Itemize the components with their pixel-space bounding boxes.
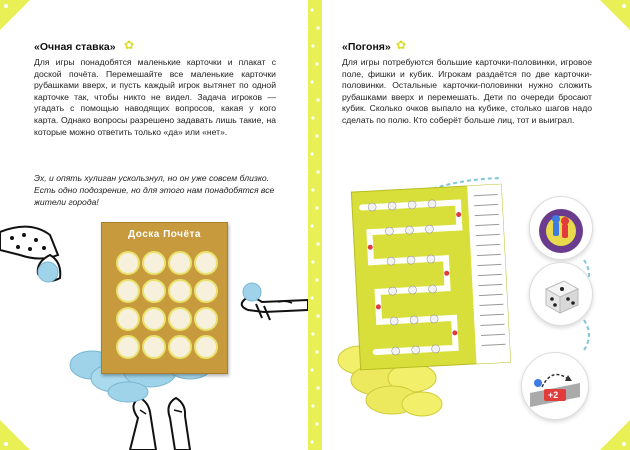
small-card xyxy=(38,262,58,282)
portrait xyxy=(194,279,218,303)
corner-bottom-left xyxy=(0,420,30,450)
corner-top-left xyxy=(0,0,30,30)
left-page-paragraph: Для игры понадобятся маленькие карточки и плакат с доской почёта. Перемешайте все маленькие карточки рубашками вверх, и пусть каждый игрок вытянет по одной карточке так, чтобы никто не видел. Задача игроков — угадать с помощью наводящих вопросов, какая у кого карта. Однако вопросы разрешено задавать лишь такие, на которые можно ответить только «да» или «нет». xyxy=(34,57,276,137)
tokens-circle xyxy=(529,196,593,260)
portrait xyxy=(116,335,140,359)
game-tokens-icon xyxy=(530,197,592,259)
portrait xyxy=(168,251,192,275)
portrait xyxy=(142,335,166,359)
corner-top-right xyxy=(600,0,630,30)
dice-circle xyxy=(529,262,593,326)
dice-icon xyxy=(530,263,592,325)
flower-icon: ✿ xyxy=(124,38,135,52)
honor-board xyxy=(101,222,228,374)
portrait xyxy=(168,279,192,303)
portrait xyxy=(142,307,166,331)
flower-icon: ✿ xyxy=(396,38,407,52)
spine-pattern xyxy=(308,0,322,450)
portrait xyxy=(116,251,140,275)
gloved-hands-illustration xyxy=(130,398,190,450)
portrait xyxy=(194,335,218,359)
bonus-label: +2 xyxy=(548,390,559,400)
portrait xyxy=(194,307,218,331)
honor-board-title: Доска Почёта xyxy=(127,229,201,240)
portrait xyxy=(142,279,166,303)
left-page-title: «Очная ставка» xyxy=(34,41,116,53)
game-board xyxy=(347,180,517,378)
italic-line-1: Эх, и опять хулиган ускользнул, но он уже совсем близко. xyxy=(34,173,270,183)
portrait xyxy=(116,279,140,303)
left-page xyxy=(0,0,308,450)
portrait xyxy=(168,307,192,331)
portrait xyxy=(194,251,218,275)
italic-line-3: жители города! xyxy=(34,197,99,207)
portrait xyxy=(142,251,166,275)
right-page xyxy=(322,0,630,450)
corner-bottom-right xyxy=(600,420,630,450)
right-page-title: «Погоня» xyxy=(342,41,391,53)
bonus-path-icon xyxy=(522,353,588,419)
italic-line-2: Есть одно подозрение, но для этого нам понадобятся все xyxy=(34,185,275,195)
portrait xyxy=(168,335,192,359)
right-page-paragraph: Для игры потребуются большие карточки-половинки, игровое поле, фишки и кубик. Игрокам раздаётся по две карточки-половинки. Остальные карточки-половинки нужно сложить рубашками вверх и перемешать. Дети по очереди бросают кубик. Сколько очков выпало на кубике, столько шагов надо сделать по полю. Кто соберёт больше лиц, тот и выиграл. xyxy=(342,57,592,125)
small-card xyxy=(243,283,261,301)
portrait xyxy=(116,307,140,331)
bonus-circle xyxy=(521,352,589,420)
